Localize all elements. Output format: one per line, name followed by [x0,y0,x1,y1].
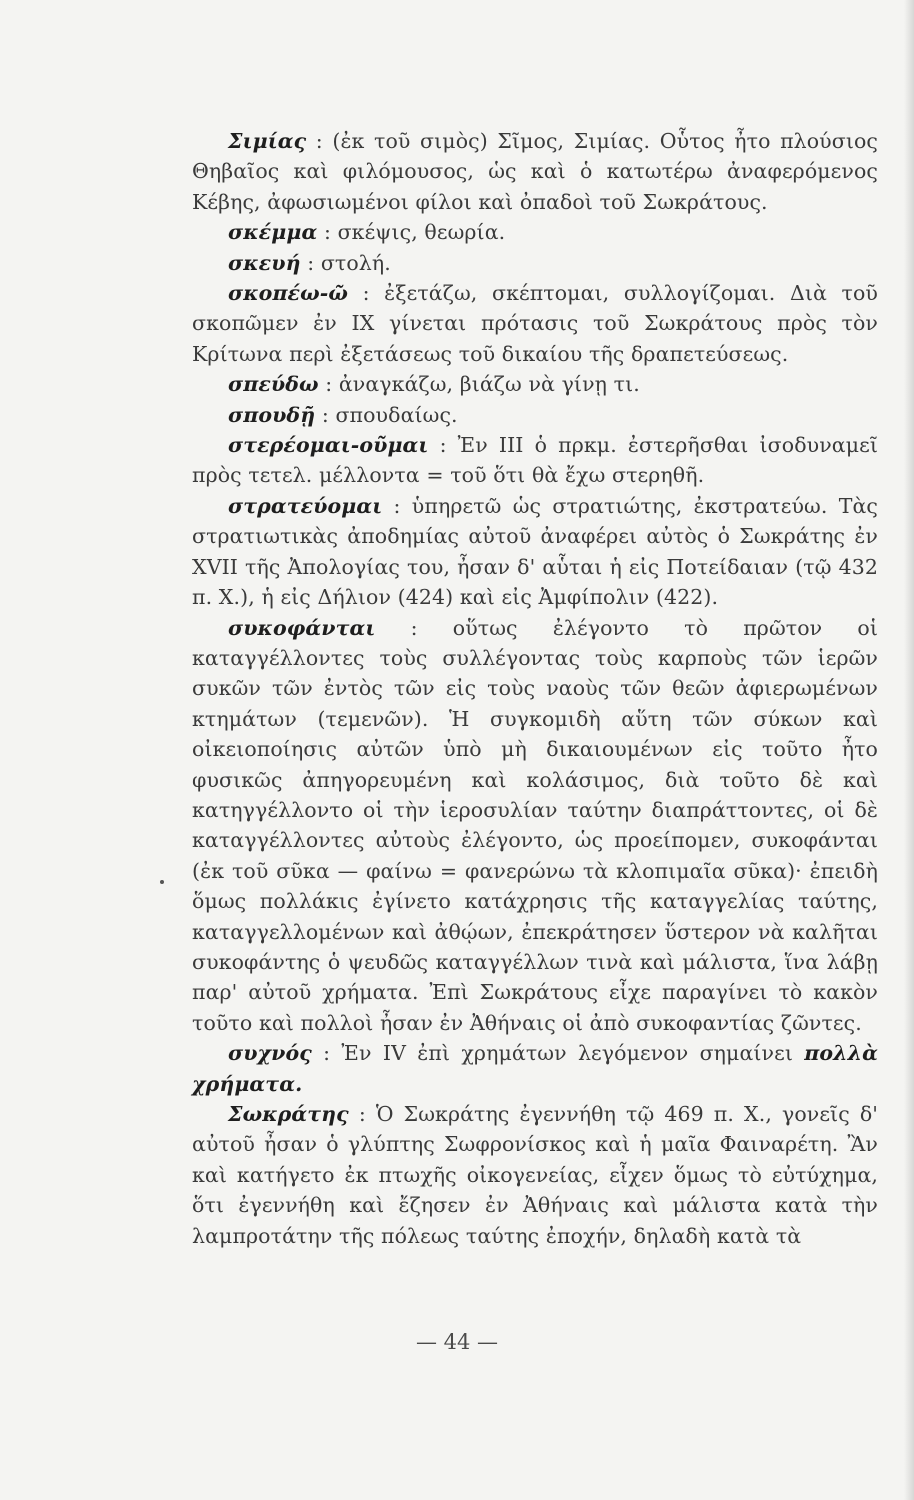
entry-term: Σωκράτης [228,1102,349,1126]
entry-stereomai [192,430,878,491]
entry-term: σπεύδω [228,372,319,397]
page-edge-shadow [904,0,914,1500]
entry-speudo [192,369,878,399]
entry-term: σκοπέω-ῶ [228,281,348,306]
dictionary-page [192,126,878,1251]
entry-skeue [192,248,878,278]
entry-term: συκοφάνται [228,615,376,640]
entry-definition: : (ἐκ τοῦ σιμὸς) Σῖμος, Σιμίας. Οὗτος ἦτο πλούσιος Θηβαῖος καὶ φιλόμουσος, ὡς καὶ ὁ κατωτέρω ἀναφερόμενος Κέβης, ἀφωσιωμένοι φίλοι καὶ ὀπαδοὶ τοῦ Σωκράτους. [192,129,878,214]
page-number: — 44 — [415,1330,499,1354]
entry-term: συχνός [228,1041,312,1066]
entry-strateuomai [192,491,878,613]
entry-definition: : ὑπηρετῶ ὡς στρατιώτης, ἐκστρατεύω. Τὰς στρατιωτικὰς ἀποδημίας αὐτοῦ ἀναφέρει αὐτὸς ὁ Σωκράτης ἐν XVII τῆς Ἀπολογίας του, ἦσαν δ' αὗται ἡ εἰς Ποτείδαιαν (τῷ 432 π. X.), ἡ εἰς Δήλιον (424) καὶ εἰς Ἀμφίπολιν (422). [192,493,878,610]
entry-emphasis: πολλὰ χρήματα. [192,1041,878,1096]
entry-definition: : ἐξετάζω, σκέπτομαι, συλλογίζομαι. Διὰ τοῦ σκοπῶμεν ἐν IX γίνεται πρότασις τοῦ Σωκράτους πρὸς τὸν Κρίτωνα περὶ ἐξετάσεως τοῦ δικαίου τῆς δραπετεύσεως. [192,281,878,366]
entry-term: Σιμίας [228,129,307,153]
entry-definition: : Ὁ Σωκράτης ἐγεννήθη τῷ 469 π. X., γονεῖς δ' αὐτοῦ ἦσαν ὁ γλύπτης Σωφρονίσκος καὶ ἡ μαῖα Φαιναρέτη. Ἂν καὶ κατήγετο ἐκ πτωχῆς οἰκογενείας, εἶχεν ὅμως τὸ εὐτύχημα, ὅτι ἐγεννήθη καὶ ἔζησεν ἐν Ἀθήναις καὶ μάλιστα κατὰ τὴν λαμπροτάτην τῆς πόλεως ταύτης ἐποχήν, δηλαδὴ κατὰ τὰ [192,1102,878,1248]
entry-sykophantai [192,613,878,1039]
entry-term: στρατεύομαι [228,493,383,518]
ink-speck [160,880,164,884]
entry-definition: : σπουδαίως. [321,402,458,427]
entry-definition: : Ἐν III ὁ πρκμ. ἐστερῆσθαι ἰσοδυναμεῖ πρὸς τετελ. μέλλοντα = τοῦ ὅτι θὰ ἔχω στερηθῆ. [192,433,878,488]
entry-definition: : στολή. [307,250,391,275]
entry-term: στερέομαι-οῦμαι [228,433,429,458]
entry-simias [192,126,878,217]
entry-definition: : οὕτως ἐλέγοντο τὸ πρῶτον οἱ καταγγέλλοντες τοὺς συλλέγοντας τοὺς καρποὺς τῶν ἱερῶν συκῶν τῶν ἐντὸς τῶν εἰς τοὺς ναοὺς τῶν θεῶν ἀφιερωμένων κτημάτων (τεμενῶν). Ἡ συγκομιδὴ αὕτη τῶν σύκων καὶ οἰκειοποίησις αὐτῶν ὑπὸ μὴ δικαιουμένων εἰς τοῦτο ἦτο φυσικῶς ἀπηγορευμένη καὶ κολάσιμος, διὰ τοῦτο δὲ καὶ κατηγγέλλοντο οἱ τὴν ἱεροσυλίαν ταύτην διαπράττοντες, οἱ δὲ καταγγέλλοντες αὐτοὺς ἐλέγοντο, ὡς προείπομεν, συκοφάνται (ἐκ τοῦ σῦκα — φαίνω = φανερώνω τὰ κλοπιμαῖα σῦκα)· ἐπειδὴ ὅμως πολλάκις ἐγίνετο κατάχρησις τῆς καταγγελίας ταύτης, καταγγελλομένων καὶ ἀθῴων, ἐπεκράτησεν ὕστερον νὰ καλῆται συκοφάντης ὁ ψευδῶς καταγγέλλων τινὰ καὶ μάλιστα, ἵνα λάβῃ παρ' αὐτοῦ χρήματα. Ἐπὶ Σωκράτους εἶχε παραγίνει τὸ κακὸν τοῦτο καὶ πολλοὶ ἦσαν ἐν Ἀθήναις οἱ ἀπὸ συκοφαντίας ζῶντες. [192,615,878,1035]
entry-sokrates [192,1099,878,1251]
entry-definition: : ἀναγκάζω, βιάζω νὰ γίνῃ τι. [325,372,640,397]
entry-term: σκευή [228,250,301,275]
entry-skopeo [192,278,878,369]
entry-sychnos [192,1038,878,1099]
entry-spoude [192,400,878,430]
entry-definition: : σκέψις, θεωρία. [323,220,506,245]
entry-term: σκέμμα [228,220,318,245]
entry-skemma [192,217,878,247]
entry-definition: : Ἐν IV ἐπὶ χρημάτων λεγόμενον σημαίνει [323,1041,793,1066]
entry-term: σπουδῇ [228,402,316,427]
